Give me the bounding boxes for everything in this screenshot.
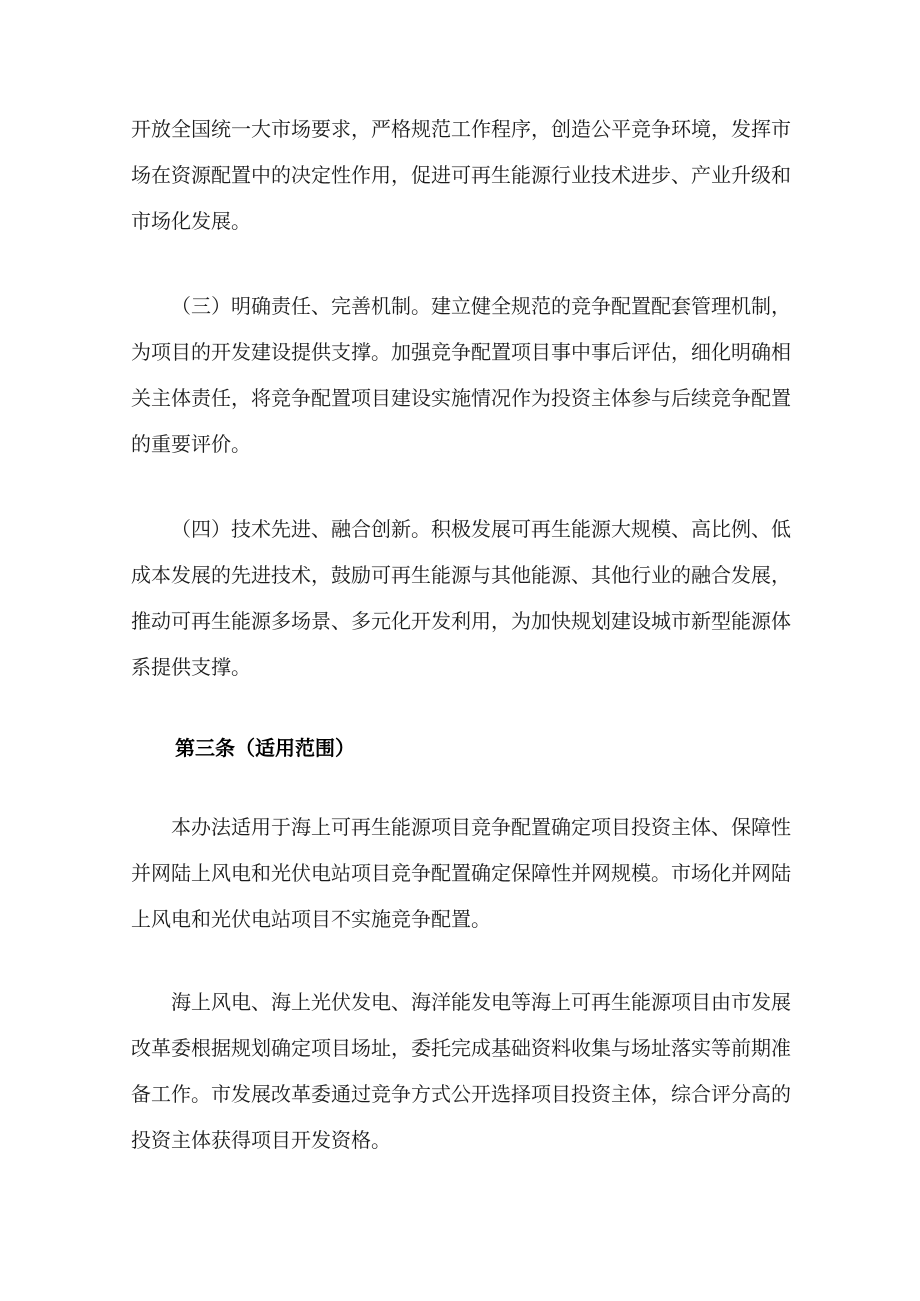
paragraph-clause-four: （四）技术先进、融合创新。积极发展可再生能源大规模、高比例、低成本发展的先进技术，鼓励可再生能源与其他能源、其他行业的融合发展，推动可再生能源多场景、多元化开发利用，为加快规划建设城市新型能源体系提供支撑。 xyxy=(131,517,791,679)
paragraph-principle-continuation: 开放全国统一大市场要求，严格规范工作程序，创造公平竞争环境，发挥市场在资源配置中的决定性作用，促进可再生能源行业技术进步、产业升级和市场化发展。 xyxy=(131,117,791,233)
paragraph-scope-offshore: 海上风电、海上光伏发电、海洋能发电等海上可再生能源项目由市发展改革委根据规划确定项目场址，委托完成基础资料收集与场址落实等前期准备工作。市发展改革委通过竞争方式公开选择项目投资主体，综合评分高的投资主体获得项目开发资格。 xyxy=(131,990,791,1152)
paragraph-scope-applicability: 本办法适用于海上可再生能源项目竞争配置确定项目投资主体、保障性并网陆上风电和光伏电站项目竞争配置确定保障性并网规模。市场化并网陆上风电和光伏电站项目不实施竞争配置。 xyxy=(131,815,791,931)
paragraph-clause-three: （三）明确责任、完善机制。建立健全规范的竞争配置配套管理机制，为项目的开发建设提供支撑。加强竞争配置项目事中事后评估，细化明确相关主体责任，将竞争配置项目建设实施情况作为投资主体参与后续竞争配置的重要评价。 xyxy=(131,294,791,456)
article-heading: 第三条（适用范围） xyxy=(175,736,355,760)
